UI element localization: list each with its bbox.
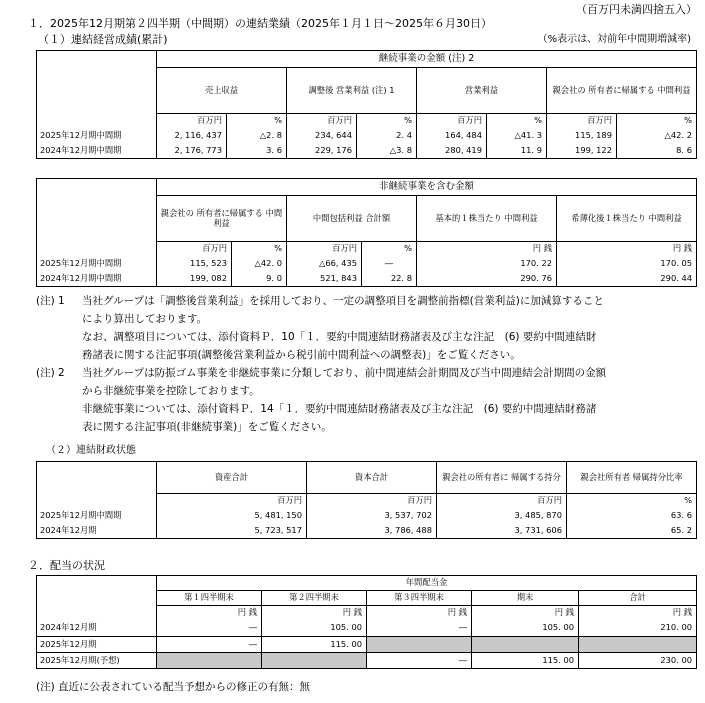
cell: △41. 3 bbox=[487, 129, 547, 144]
inclusive-results-table bbox=[36, 178, 697, 287]
unit-note: （百万円未満四捨五入） bbox=[576, 3, 697, 16]
cell: 2, 116, 437 bbox=[157, 129, 227, 144]
table-row bbox=[37, 524, 697, 539]
cell: △3. 8 bbox=[357, 144, 417, 159]
unit-cell: 百万円 bbox=[437, 494, 567, 509]
cell: 290. 44 bbox=[557, 272, 697, 287]
cell: 3, 731, 606 bbox=[437, 524, 567, 539]
unit-cell: 円 銭 bbox=[417, 242, 557, 257]
unit-cell: % bbox=[567, 494, 697, 509]
shaded-cell bbox=[472, 637, 579, 653]
unit-cell: % bbox=[617, 114, 697, 129]
col-header-diluted-eps: 希薄化後１株当たり 中間利益 bbox=[557, 196, 697, 242]
table-row bbox=[37, 272, 697, 287]
operating-results-table bbox=[36, 50, 697, 159]
unit-cell: % bbox=[227, 114, 287, 129]
unit-cell: 百万円 bbox=[287, 242, 362, 257]
dividend-footnote: (注) 直近に公表されている配当予想からの修正の有無：無 bbox=[36, 681, 311, 693]
report-title: １．2025年12月期第２四半期（中間期）の連結業績（2025年１月１日～2025年６月30日） bbox=[28, 17, 492, 30]
unit-cell: 円 銭 bbox=[262, 606, 367, 621]
table-row bbox=[37, 621, 697, 637]
cell: 280, 419 bbox=[417, 144, 487, 159]
note-2-line: 当社グループは防振ゴム事業を非継続事業に分類しており、前中間連結会計期間及び当中間連結会計期間の金額 bbox=[82, 367, 607, 379]
col-header-comprehensive: 中間包括利益 合計額 bbox=[287, 196, 417, 242]
shaded-cell bbox=[157, 653, 262, 669]
cell: 65. 2 bbox=[567, 524, 697, 539]
cell: ― bbox=[367, 621, 472, 637]
col-header-total-assets: 資産合計 bbox=[157, 462, 307, 494]
unit-cell: % bbox=[232, 242, 287, 257]
cell: 170. 05 bbox=[557, 257, 697, 272]
section-1-title: （１）連結経営成績(累計) bbox=[38, 33, 168, 46]
col-header-total-equity: 資本合計 bbox=[307, 462, 437, 494]
row-label: 2025年12月期中間期 bbox=[37, 509, 157, 524]
col-header-revenue: 売上収益 bbox=[157, 68, 287, 114]
cell: 5, 723, 517 bbox=[157, 524, 307, 539]
cell: 290. 76 bbox=[417, 272, 557, 287]
note-1-line: 当社グループは「調整後営業利益」を採用しており、一定の調整項目を調整前指標(営業利益)に加減算すること bbox=[82, 295, 604, 307]
row-label: 2025年12月期(予想) bbox=[37, 653, 157, 669]
col-header-year-end: 期末 bbox=[472, 591, 579, 606]
unit-cell: 円 銭 bbox=[557, 242, 697, 257]
shaded-cell bbox=[579, 637, 697, 653]
col-header-net-income-incl: 親会社の 所有者に帰属する 中間利益 bbox=[157, 196, 287, 242]
unit-cell: 円 銭 bbox=[472, 606, 579, 621]
cell: 2, 176, 773 bbox=[157, 144, 227, 159]
note-2-line: 非継続事業については、添付資料Ｐ．14「１．要約中間連結財務諸表及び主な注記 (6) 要約中間連結財務諸 bbox=[82, 403, 597, 415]
col-header-equity-ratio: 親会社所有者 帰属持分比率 bbox=[567, 462, 697, 494]
unit-cell: 円 銭 bbox=[367, 606, 472, 621]
unit-cell: 百万円 bbox=[417, 114, 487, 129]
cell: ― bbox=[157, 621, 262, 637]
cell: △2. 8 bbox=[227, 129, 287, 144]
cell: 63. 6 bbox=[567, 509, 697, 524]
unit-cell: % bbox=[487, 114, 547, 129]
note-1-line: により算出しております。 bbox=[82, 313, 208, 325]
unit-cell: 百万円 bbox=[547, 114, 617, 129]
unit-cell: % bbox=[357, 114, 417, 129]
cell: 5, 481, 150 bbox=[157, 509, 307, 524]
col-header-op-profit: 営業利益 bbox=[417, 68, 547, 114]
shaded-cell bbox=[367, 637, 472, 653]
cell: ― bbox=[367, 653, 472, 669]
corner-cell bbox=[37, 51, 157, 68]
cell: 199, 122 bbox=[547, 144, 617, 159]
row-label: 2025年12月期 bbox=[37, 637, 157, 653]
cell: △42. 2 bbox=[617, 129, 697, 144]
cell: 2. 4 bbox=[357, 129, 417, 144]
cell: 170. 22 bbox=[417, 257, 557, 272]
row-label: 2024年12月期 bbox=[37, 621, 157, 637]
cell: 521, 843 bbox=[287, 272, 362, 287]
table-row bbox=[37, 129, 697, 144]
table-row bbox=[37, 637, 697, 653]
cell: 115. 00 bbox=[262, 637, 367, 653]
cell: 164, 484 bbox=[417, 129, 487, 144]
dividend-table bbox=[36, 575, 697, 669]
col-header-total: 合計 bbox=[579, 591, 697, 606]
cell: 115, 523 bbox=[157, 257, 232, 272]
cell: 229, 176 bbox=[287, 144, 357, 159]
financial-position-table bbox=[36, 461, 697, 539]
cell: 115. 00 bbox=[472, 653, 579, 669]
cell: ― bbox=[362, 257, 417, 272]
note-1-line: なお、調整項目については、添付資料Ｐ．10「１．要約中間連結財務諸表及び主な注記 (6) 要約中間連結財 bbox=[82, 331, 597, 343]
cell: △66, 435 bbox=[287, 257, 362, 272]
group-header: 継続事業の金額 (注) 2 bbox=[157, 51, 697, 68]
change-rate-note: （%表示は、対前年中間期増減率) bbox=[537, 34, 691, 45]
cell: 105. 00 bbox=[472, 621, 579, 637]
cell: 11. 9 bbox=[487, 144, 547, 159]
cell: 3, 485, 870 bbox=[437, 509, 567, 524]
table-row bbox=[37, 509, 697, 524]
cell: 234, 644 bbox=[287, 129, 357, 144]
unit-cell: 百万円 bbox=[157, 242, 232, 257]
unit-cell: 円 銭 bbox=[579, 606, 697, 621]
cell: 9. 0 bbox=[232, 272, 287, 287]
col-header-owner-equity: 親会社の所有者に 帰属する持分 bbox=[437, 462, 567, 494]
note-1-label: (注) 1 bbox=[36, 295, 65, 307]
table-row bbox=[37, 653, 697, 669]
cell: 3, 537, 702 bbox=[307, 509, 437, 524]
cell: 210. 00 bbox=[579, 621, 697, 637]
unit-cell: 百万円 bbox=[307, 494, 437, 509]
col-header-q1: 第１四半期末 bbox=[157, 591, 262, 606]
col-header-basic-eps: 基本的１株当たり 中間利益 bbox=[417, 196, 557, 242]
unit-cell: 百万円 bbox=[157, 114, 227, 129]
note-2-label: (注) 2 bbox=[36, 367, 65, 379]
col-header-q2: 第２四半期末 bbox=[262, 591, 367, 606]
col-header-adjusted-op: 調整後 営業利益 (注) 1 bbox=[287, 68, 417, 114]
cell: 230. 00 bbox=[579, 653, 697, 669]
row-label: 2024年12月期中間期 bbox=[37, 272, 157, 287]
col-header-q3: 第３四半期末 bbox=[367, 591, 472, 606]
cell: △42. 0 bbox=[232, 257, 287, 272]
row-label: 2025年12月期中間期 bbox=[37, 257, 157, 272]
cell: 8. 6 bbox=[617, 144, 697, 159]
table-row bbox=[37, 144, 697, 159]
dividend-title: ２．配当の状況 bbox=[28, 559, 105, 572]
cell: 105. 00 bbox=[262, 621, 367, 637]
cell: 3. 6 bbox=[227, 144, 287, 159]
row-label: 2025年12月期中間期 bbox=[37, 129, 157, 144]
unit-cell: 円 銭 bbox=[157, 606, 262, 621]
cell: 199, 082 bbox=[157, 272, 232, 287]
unit-cell: 百万円 bbox=[287, 114, 357, 129]
table-row bbox=[37, 257, 697, 272]
row-label: 2024年12月期 bbox=[37, 524, 157, 539]
shaded-cell bbox=[262, 653, 367, 669]
col-header-net-income: 親会社の 所有者に帰属する 中間利益 bbox=[547, 68, 697, 114]
cell: 22. 8 bbox=[362, 272, 417, 287]
unit-cell: 百万円 bbox=[157, 494, 307, 509]
note-2-line: から非継続事業を控除しております。 bbox=[82, 385, 260, 397]
row-label: 2024年12月期中間期 bbox=[37, 144, 157, 159]
note-2-line: 表に関する注記事項(非継続事業)」をご覧ください。 bbox=[82, 421, 332, 433]
group-header: 年間配当金 bbox=[157, 576, 697, 591]
section-2-title: （２）連結財政状態 bbox=[46, 445, 136, 456]
unit-cell: % bbox=[362, 242, 417, 257]
cell: 3, 786, 488 bbox=[307, 524, 437, 539]
note-1-line: 務諸表に関する注記事項(調整後営業利益から税引前中間利益への調整表)」をご覧ください。 bbox=[82, 349, 521, 361]
group-header: 非継続事業を含む金額 bbox=[157, 179, 697, 196]
cell: 115, 189 bbox=[547, 129, 617, 144]
cell: ― bbox=[157, 637, 262, 653]
